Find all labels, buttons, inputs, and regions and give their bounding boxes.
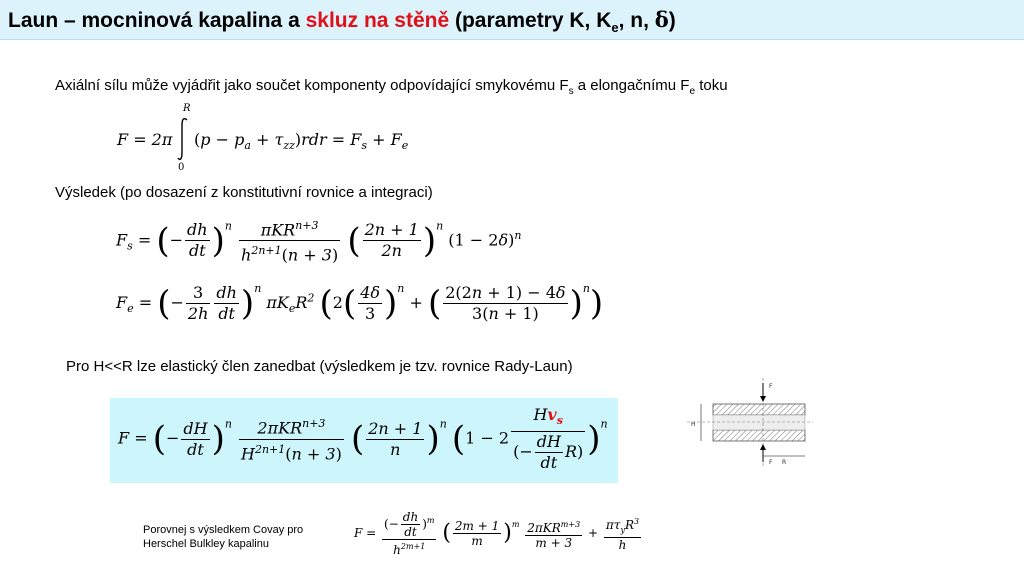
title-delta: δ	[654, 7, 669, 32]
slide-title	[8, 7, 676, 35]
squeeze-flow-diagram	[685, 378, 820, 466]
title-part3: , n,	[618, 9, 655, 32]
compare-text: Porovnej s výsledkem Covay pro Herschel Bulkley kapalinu	[143, 524, 304, 550]
svg-text:R: R	[782, 459, 787, 466]
svg-text:H: H	[691, 421, 696, 428]
result-text: Výsledek (po dosazení z konstitutivní rovnice a integraci)	[55, 184, 433, 201]
svg-text:F: F	[769, 459, 773, 466]
equation-covay: F = (− $\frac{dh}{dt}$ )$^m$ $h^{2m+1}$ ( $\frac{2m + 1}{m}$ )$^m$ $\frac{2\pi KR^{m+3}}{m + 3}$ + $\frac{\pi\tau_yR^3}{h}$	[354, 510, 640, 557]
title-part4: )	[668, 9, 676, 32]
svg-text:F: F	[769, 383, 773, 390]
integral-icon	[176, 117, 190, 161]
equation-rady-laun: F = (− $\frac{dH}{dt}$ )$^n$ $\frac{2\pi KR^{n+3}}{H^{2n+1}(n + 3)}$ ( $\frac{2n + 1}{n}$ )$^n$ (1 − 2 $Hv_s$ (− $\frac{dH}{dt}$ R) )$^n$	[118, 405, 608, 473]
title-highlight: skluz na stěně	[305, 9, 450, 32]
title-part1: Laun – mocninová kapalina a	[8, 9, 306, 32]
note-text: Pro H<<R lze elastický člen zanedbat (výsledkem je tzv. rovnice Rady-Laun)	[66, 358, 573, 375]
title-sub-e: e	[611, 20, 619, 36]
title-bar	[0, 0, 1024, 40]
equation-fe: $F_e$ = (− $\frac{3}{2h}$ $\frac{dh}{dt}$ )$^n$ $\pi K_eR^2$ (2( $\frac{4\delta}{3}$ )$^n$ + ( $\frac{2(2n + 1) - 4\delta}{3(n + 1)}$ )$^n$)	[116, 282, 604, 324]
title-part2: (parametry K, K	[449, 9, 612, 32]
equation-fs: $F_s$ = (− $\frac{dh}{dt}$ )$^n$ $\frac{\pi KR^{n+3}}{h^{2n+1}(n + 3)}$ ( $\frac{2n + 1}{2n}$ )$^n$ $(1 - 2\delta)^n$	[116, 216, 521, 266]
intro-text: Axiální sílu může vyjádřit jako součet komponenty odpovídající smykovému $F_s$ a elongačnímu $F_e$ toku	[55, 77, 728, 97]
